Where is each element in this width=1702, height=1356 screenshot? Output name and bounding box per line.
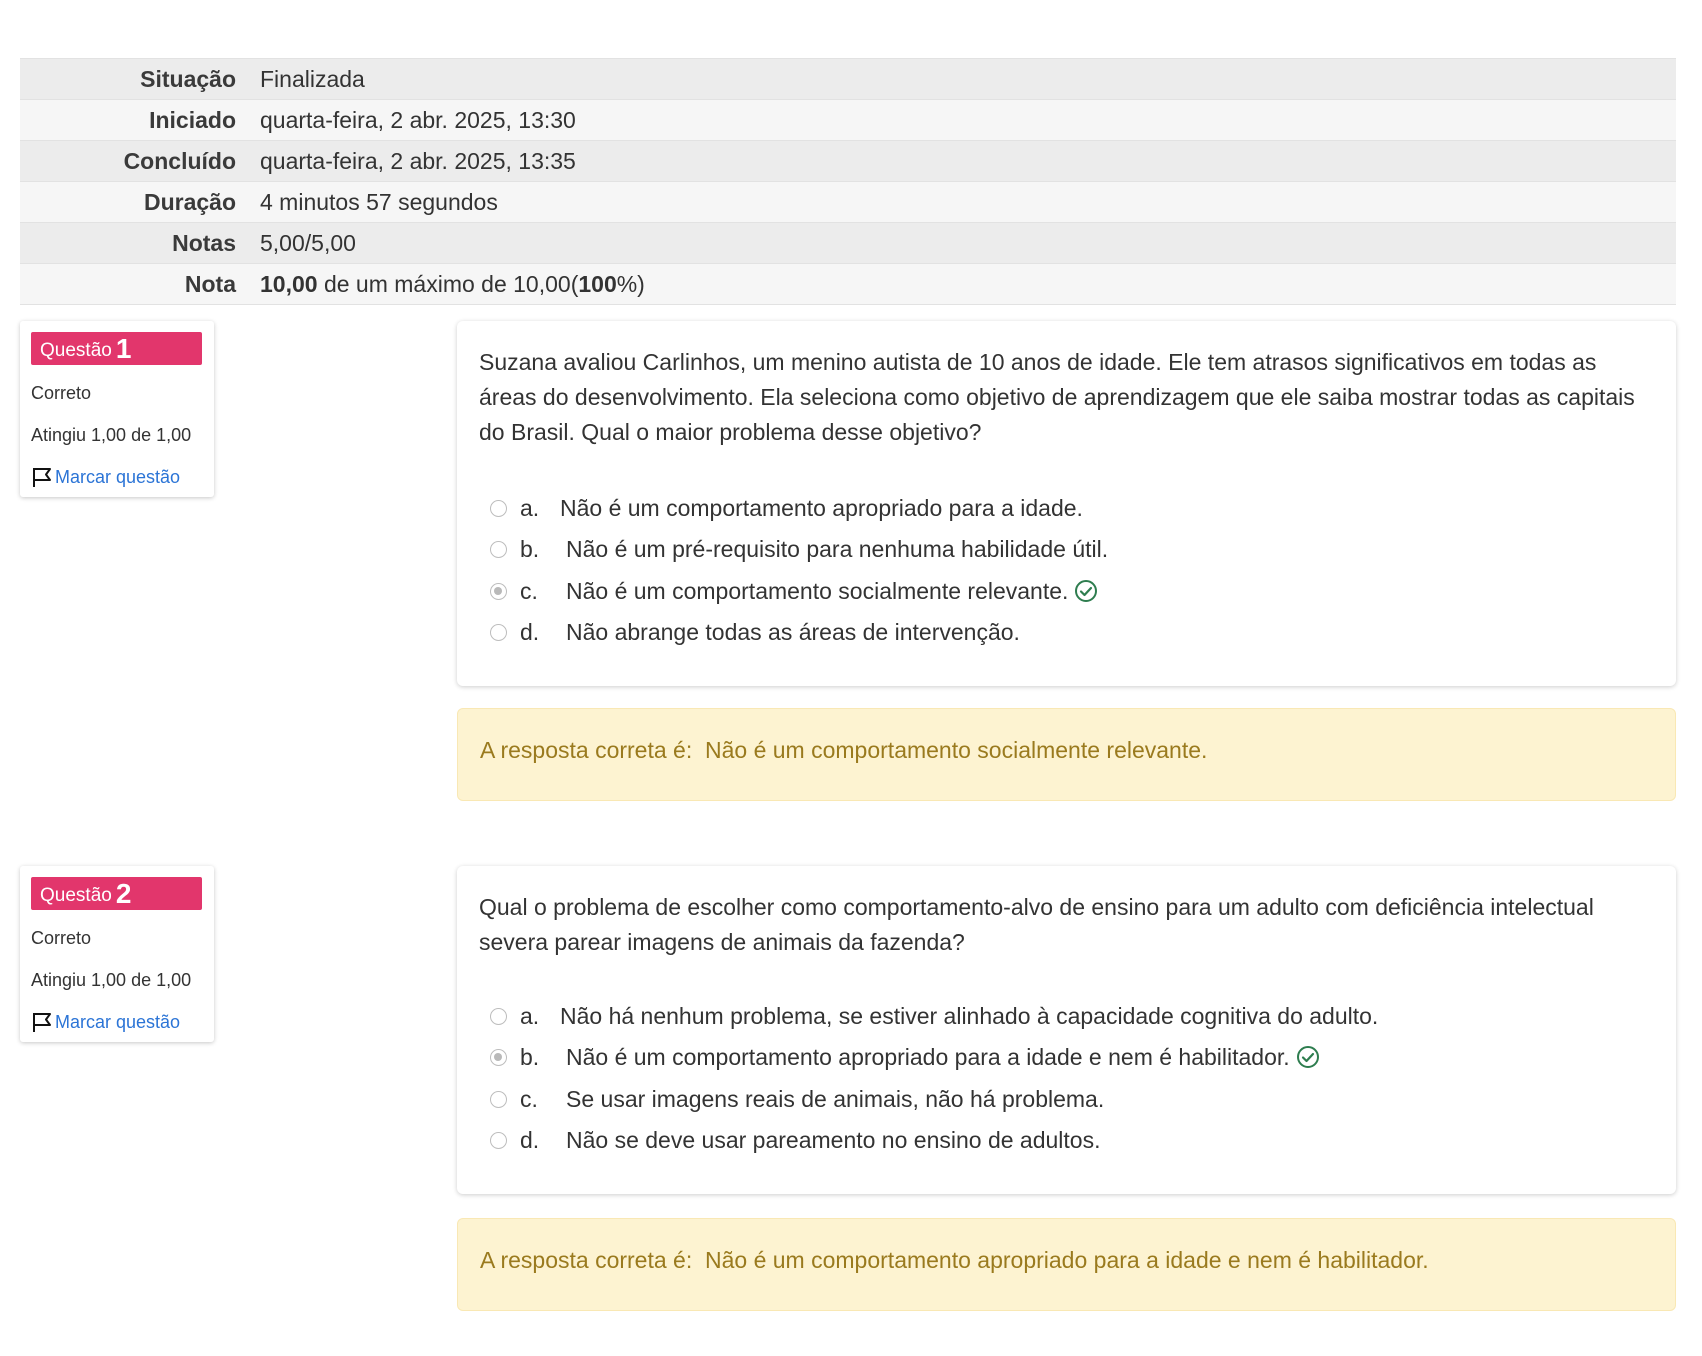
question-number: 1	[115, 333, 132, 364]
answer-option-b[interactable]	[490, 534, 1108, 564]
answer-option-a[interactable]	[490, 493, 1083, 523]
summary-row-nota	[20, 264, 1676, 305]
answer-option-b[interactable]	[490, 1042, 1320, 1072]
question-number: 2	[115, 878, 132, 909]
correct-answer-feedback-1	[457, 708, 1676, 801]
answer-text: Não é um comportamento socialmente relevante.	[566, 577, 1069, 604]
answer-option-d[interactable]	[490, 617, 1020, 647]
radio-button[interactable]	[490, 500, 507, 517]
question-state: Correto	[31, 383, 92, 403]
radio-button-selected[interactable]	[490, 1049, 507, 1066]
answer-option-d[interactable]	[490, 1125, 1100, 1155]
summary-value: quarta-feira, 2 abr. 2025, 13:30	[248, 100, 1676, 141]
summary-label: Iniciado	[20, 100, 248, 141]
correct-answer-feedback-2	[457, 1218, 1676, 1311]
nota-percent: 100	[578, 270, 617, 297]
question-info-1	[20, 321, 214, 497]
answer-text: Não é um comportamento apropriado para a idade e nem é habilitador.	[566, 1043, 1290, 1070]
summary-value: 4 minutos 57 segundos	[248, 182, 1676, 223]
attempt-summary-table	[20, 58, 1676, 305]
summary-label: Nota	[20, 264, 248, 305]
summary-value: quarta-feira, 2 abr. 2025, 13:35	[248, 141, 1676, 182]
summary-value: 5,00/5,00	[248, 223, 1676, 264]
summary-label: Duração	[20, 182, 248, 223]
summary-label: Notas	[20, 223, 248, 264]
flag-question-label: Marcar questão	[55, 466, 181, 487]
flag-icon	[31, 466, 53, 488]
question-text: Qual o problema de escolher como comportamento-alvo de ensino para um adulto com deficiência intelectual severa parear imagens de animais da fazenda?	[479, 894, 1594, 955]
answer-text: Não é um pré-requisito para nenhuma habilidade útil.	[566, 535, 1109, 562]
question-text: Suzana avaliou Carlinhos, um menino autista de 10 anos de idade. Ele tem atrasos significativos em todas as áreas do desenvolvimento. Ela seleciona como objetivo de aprendizagem que ele saiba mostrar todas as capitais do Brasil. Qual o maior problema desse objetivo?	[479, 349, 1635, 445]
summary-label: Situação	[20, 59, 248, 100]
answer-text: Não é um comportamento apropriado para a idade.	[560, 494, 1083, 521]
nota-middle: de um máximo de 10,00(	[317, 270, 579, 297]
answer-letter: c.	[520, 577, 538, 604]
answer-letter: a.	[520, 1002, 540, 1029]
question-badge	[31, 877, 202, 910]
summary-row-situacao	[20, 59, 1676, 100]
answer-letter: c.	[520, 1085, 538, 1112]
question-grade: Atingiu 1,00 de 1,00	[31, 970, 192, 990]
summary-label: Concluído	[20, 141, 248, 182]
question-info-2	[20, 866, 214, 1042]
question-badge-label: Questão	[40, 340, 112, 361]
feedback-text: A resposta correta é: Não é um comportamento apropriado para a idade e nem é habilitador.	[480, 1247, 1429, 1273]
radio-button-selected[interactable]	[490, 583, 507, 600]
answer-text: Não há nenhum problema, se estiver alinhado à capacidade cognitiva do adulto.	[560, 1002, 1379, 1029]
answer-text: Não se deve usar pareamento no ensino de adultos.	[566, 1126, 1101, 1153]
answer-text: Se usar imagens reais de animais, não há problema.	[566, 1085, 1105, 1112]
question-card-1	[457, 321, 1676, 686]
feedback-text: A resposta correta é: Não é um comportamento socialmente relevante.	[480, 737, 1208, 763]
answer-option-c[interactable]	[490, 576, 1098, 606]
correct-check-icon	[1296, 1045, 1320, 1069]
answer-letter: a.	[520, 494, 540, 521]
summary-value: Finalizada	[248, 59, 1676, 100]
radio-button[interactable]	[490, 541, 507, 558]
answer-option-c[interactable]	[490, 1084, 1104, 1114]
summary-row-notas	[20, 223, 1676, 264]
correct-check-icon	[1074, 579, 1098, 603]
answer-option-a[interactable]	[490, 1001, 1378, 1031]
flag-question-label: Marcar questão	[55, 1011, 181, 1032]
summary-row-iniciado	[20, 100, 1676, 141]
question-grade: Atingiu 1,00 de 1,00	[31, 425, 192, 445]
summary-row-concluido	[20, 141, 1676, 182]
nota-suffix: %)	[616, 270, 645, 297]
radio-button[interactable]	[490, 1008, 507, 1025]
question-badge	[31, 332, 202, 365]
radio-button[interactable]	[490, 624, 507, 641]
nota-score: 10,00	[260, 270, 318, 297]
answer-letter: d.	[520, 1126, 540, 1153]
radio-button[interactable]	[490, 1132, 507, 1149]
flag-question-link[interactable]	[31, 1011, 180, 1033]
question-card-2	[457, 866, 1676, 1194]
answer-letter: b.	[520, 1043, 540, 1070]
flag-question-link[interactable]	[31, 466, 180, 488]
answer-letter: b.	[520, 535, 540, 562]
answer-letter: d.	[520, 618, 540, 645]
summary-row-duracao	[20, 182, 1676, 223]
radio-button[interactable]	[490, 1091, 507, 1108]
summary-value	[248, 264, 1676, 305]
question-badge-label: Questão	[40, 885, 112, 906]
flag-icon	[31, 1011, 53, 1033]
answer-text: Não abrange todas as áreas de intervenção.	[566, 618, 1020, 645]
question-state: Correto	[31, 928, 92, 948]
